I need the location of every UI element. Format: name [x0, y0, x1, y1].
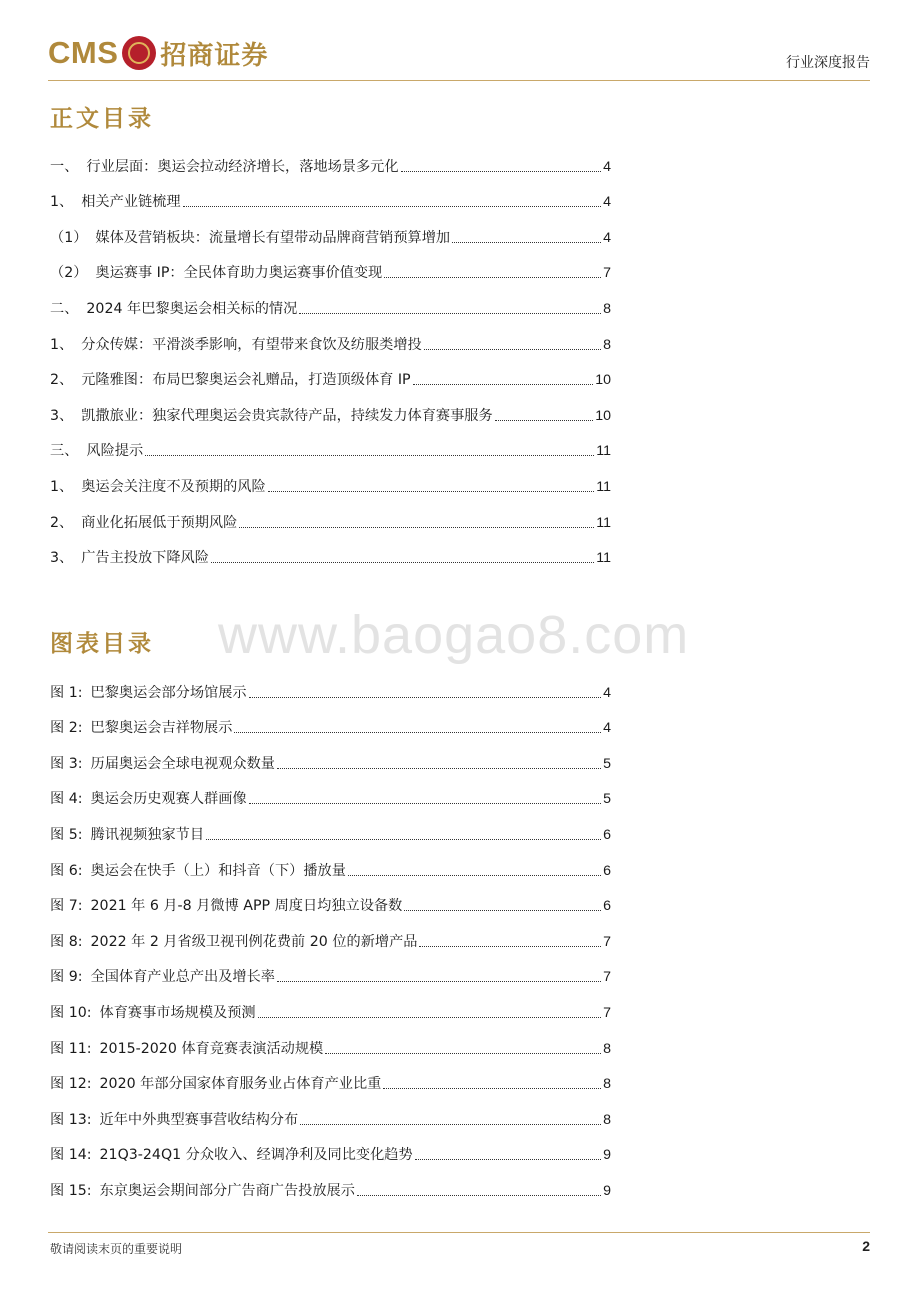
toc-entry-title: 21Q3-24Q1 分众收入、经调净利及同比变化趋势 — [99, 1147, 413, 1164]
toc-entry-number: 图 9: — [50, 969, 83, 986]
toc-entry-page: 7 — [603, 969, 611, 986]
logo-latin-text: CMS — [48, 35, 119, 70]
toc-entry-title: 风险提示 — [86, 443, 144, 460]
toc-dot-leader — [300, 1124, 601, 1125]
toc-entry-page: 4 — [603, 194, 611, 211]
toc-entry-page: 4 — [603, 684, 611, 701]
toc-entry-page: 4 — [603, 720, 611, 737]
toc-entry-title: 2021 年 6 月-8 月微博 APP 周度日均独立设备数 — [90, 898, 403, 915]
toc-entry-page: 5 — [603, 755, 611, 772]
toc-entry-page: 7 — [603, 265, 611, 282]
toc-dot-leader — [404, 910, 601, 911]
toc-entry-page: 4 — [603, 229, 611, 246]
toc-entry[interactable] — [50, 808, 611, 844]
toc-entry-page: 8 — [603, 300, 611, 317]
watermark-text: www.baogao8.com — [218, 605, 690, 665]
toc-entry-number: 1、 — [50, 336, 74, 353]
toc-dot-leader — [384, 277, 601, 278]
toc-entry-title: 全国体育产业总产出及增长率 — [90, 969, 275, 986]
toc-entry[interactable] — [50, 140, 611, 176]
toc-entry-page: 10 — [595, 372, 611, 389]
toc-dot-leader — [348, 875, 601, 876]
toc-entry-number: 2、 — [50, 372, 74, 389]
toc-entry-title: 历届奥运会全球电视观众数量 — [90, 755, 275, 772]
toc-entry-page: 7 — [603, 933, 611, 950]
toc-dot-leader — [419, 946, 601, 947]
toc-entry-number: 三、 — [50, 443, 79, 460]
toc-entry-number: 3、 — [50, 550, 74, 567]
toc-entry[interactable] — [50, 532, 611, 568]
toc-entry-title: 2022 年 2 月省级卫视刊例花费前 20 位的新增产品 — [90, 933, 418, 950]
toc-entry[interactable] — [50, 1129, 611, 1165]
toc-entry[interactable] — [50, 389, 611, 425]
toc-entry-number: 图 10: — [50, 1004, 92, 1021]
toc-dot-leader — [401, 171, 602, 172]
toc-entry-number: （2） — [50, 265, 88, 282]
toc-entry-title: 东京奥运会期间部分广告商广告投放展示 — [99, 1182, 355, 1199]
toc-entry[interactable] — [50, 318, 611, 354]
toc-entry[interactable] — [50, 737, 611, 773]
header-divider — [48, 80, 870, 81]
footer-disclaimer: 敬请阅读末页的重要说明 — [50, 1242, 183, 1256]
toc-entry-number: 1、 — [50, 194, 74, 211]
toc-entry-title: 2020 年部分国家体育服务业占体育产业比重 — [99, 1076, 382, 1093]
toc-entry-title: 奥运会在快手（上）和抖音（下）播放量 — [90, 862, 346, 879]
toc-entry[interactable] — [50, 702, 611, 738]
toc-dot-leader — [452, 242, 601, 243]
toc-dot-leader — [234, 732, 601, 733]
toc-entry-number: 图 5: — [50, 826, 83, 843]
toc-entry[interactable] — [50, 211, 611, 247]
toc-dot-leader — [325, 1053, 601, 1054]
logo-emblem-icon — [122, 36, 156, 70]
toc-dot-leader — [413, 384, 594, 385]
toc-entry-number: 1、 — [50, 478, 74, 495]
toc-entry-title: 腾讯视频独家节目 — [90, 826, 205, 843]
toc-entry-title: 商业化拓展低于预期风险 — [81, 514, 238, 531]
toc-entry-title: 巴黎奥运会部分场馆展示 — [90, 684, 247, 701]
toc-entry-number: 图 3: — [50, 755, 83, 772]
toc-dot-leader — [415, 1159, 601, 1160]
toc-entry[interactable] — [50, 460, 611, 496]
toc-dot-leader — [277, 768, 601, 769]
toc-figures-title: 图表目录 — [50, 630, 154, 657]
toc-entry-number: 图 6: — [50, 862, 83, 879]
toc-entry[interactable] — [50, 773, 611, 809]
toc-entry-page: 6 — [603, 826, 611, 843]
toc-entry-number: 图 15: — [50, 1182, 92, 1199]
toc-entry-number: （1） — [50, 229, 88, 246]
toc-entry-title: 奥运会关注度不及预期的风险 — [81, 478, 266, 495]
toc-dot-leader — [249, 697, 602, 698]
toc-entry-number: 图 12: — [50, 1076, 92, 1093]
toc-entry[interactable] — [50, 951, 611, 987]
toc-entry-title: 近年中外典型赛事营收结构分布 — [99, 1111, 299, 1128]
toc-entry-title: 广告主投放下降风险 — [81, 550, 209, 567]
toc-entry-title: 相关产业链梳理 — [81, 194, 181, 211]
toc-dot-leader — [268, 491, 595, 492]
toc-entry-page: 11 — [596, 550, 611, 567]
toc-entry-page: 10 — [595, 407, 611, 424]
toc-dot-leader — [183, 206, 602, 207]
toc-dot-leader — [211, 562, 594, 563]
toc-entry-page: 8 — [603, 336, 611, 353]
toc-dot-leader — [495, 420, 594, 421]
toc-entry[interactable] — [50, 496, 611, 532]
toc-entry[interactable] — [50, 425, 611, 461]
toc-entry-number: 图 11: — [50, 1040, 92, 1057]
toc-dot-leader — [239, 527, 594, 528]
toc-dot-leader — [383, 1088, 601, 1089]
toc-entry-number: 图 4: — [50, 791, 83, 808]
toc-entry-page: 6 — [603, 898, 611, 915]
toc-entry-page: 11 — [596, 478, 611, 495]
toc-entry[interactable] — [50, 247, 611, 283]
toc-figures-list — [50, 666, 611, 1200]
toc-entry-number: 3、 — [50, 407, 74, 424]
toc-dot-leader — [299, 313, 601, 314]
toc-entry-page: 5 — [603, 791, 611, 808]
toc-entry[interactable] — [50, 1058, 611, 1094]
toc-entry-title: 巴黎奥运会吉祥物展示 — [90, 720, 233, 737]
toc-entry-number: 图 8: — [50, 933, 83, 950]
toc-entry-number: 图 7: — [50, 898, 83, 915]
toc-entry[interactable] — [50, 354, 611, 390]
toc-entry-title: 体育赛事市场规模及预测 — [99, 1004, 256, 1021]
footer-divider — [48, 1232, 870, 1233]
toc-main-title: 正文目录 — [50, 105, 154, 132]
toc-entry-title: 2024 年巴黎奥运会相关标的情况 — [86, 300, 298, 317]
toc-entry-number: 2、 — [50, 514, 74, 531]
toc-entry-page: 7 — [603, 1004, 611, 1021]
toc-entry-title: 凯撒旅业：独家代理奥运会贵宾款待产品，持续发力体育赛事服务 — [81, 407, 493, 424]
report-type-label: 行业深度报告 — [786, 55, 870, 71]
toc-dot-leader — [424, 349, 601, 350]
toc-entry-number: 图 1: — [50, 684, 83, 701]
toc-entry-title: 媒体及营销板块：流量增长有望带动品牌商营销预算增加 — [95, 229, 451, 246]
toc-entry-number: 图 2: — [50, 720, 83, 737]
toc-entry-page: 11 — [596, 514, 611, 531]
toc-entry[interactable] — [50, 282, 611, 318]
toc-entry-title: 2015-2020 体育竞赛表演活动规模 — [99, 1040, 324, 1057]
toc-dot-leader — [145, 455, 594, 456]
toc-entry-title: 元隆雅图：布局巴黎奥运会礼赠品，打造顶级体育 IP — [81, 372, 411, 389]
toc-entry[interactable] — [50, 176, 611, 212]
toc-entry-page: 9 — [603, 1182, 611, 1199]
toc-entry-number: 图 14: — [50, 1147, 92, 1164]
toc-dot-leader — [258, 1017, 602, 1018]
toc-entry-number: 图 13: — [50, 1111, 92, 1128]
toc-entry[interactable] — [50, 666, 611, 702]
toc-entry[interactable] — [50, 880, 611, 916]
toc-entry[interactable] — [50, 1093, 611, 1129]
toc-entry[interactable] — [50, 986, 611, 1022]
logo-chinese-text: 招商证券 — [160, 40, 269, 71]
toc-entry-number: 一、 — [50, 158, 79, 175]
toc-dot-leader — [206, 839, 601, 840]
toc-entry[interactable] — [50, 844, 611, 880]
toc-entry-page: 9 — [603, 1147, 611, 1164]
company-logo — [48, 32, 268, 74]
page-number: 2 — [862, 1238, 870, 1254]
toc-entry-page: 11 — [596, 443, 611, 460]
toc-entry-title: 行业层面：奥运会拉动经济增长，落地场景多元化 — [86, 158, 399, 175]
toc-entry-title: 分众传媒：平滑淡季影响，有望带来食饮及纺服类增投 — [81, 336, 422, 353]
toc-entry[interactable] — [50, 1022, 611, 1058]
toc-dot-leader — [357, 1195, 601, 1196]
toc-dot-leader — [277, 981, 601, 982]
toc-entry[interactable] — [50, 1164, 611, 1200]
toc-entry-title: 奥运会历史观赛人群画像 — [90, 791, 247, 808]
toc-entry[interactable] — [50, 915, 611, 951]
page-header — [48, 30, 870, 84]
toc-entry-page: 4 — [603, 158, 611, 175]
toc-entry-page: 8 — [603, 1076, 611, 1093]
toc-entry-number: 二、 — [50, 300, 79, 317]
toc-entry-page: 6 — [603, 862, 611, 879]
toc-dot-leader — [249, 803, 602, 804]
toc-entry-title: 奥运赛事 IP：全民体育助力奥运赛事价值变现 — [95, 265, 383, 282]
toc-main-list — [50, 140, 611, 567]
toc-entry-page: 8 — [603, 1040, 611, 1057]
toc-entry-page: 8 — [603, 1111, 611, 1128]
